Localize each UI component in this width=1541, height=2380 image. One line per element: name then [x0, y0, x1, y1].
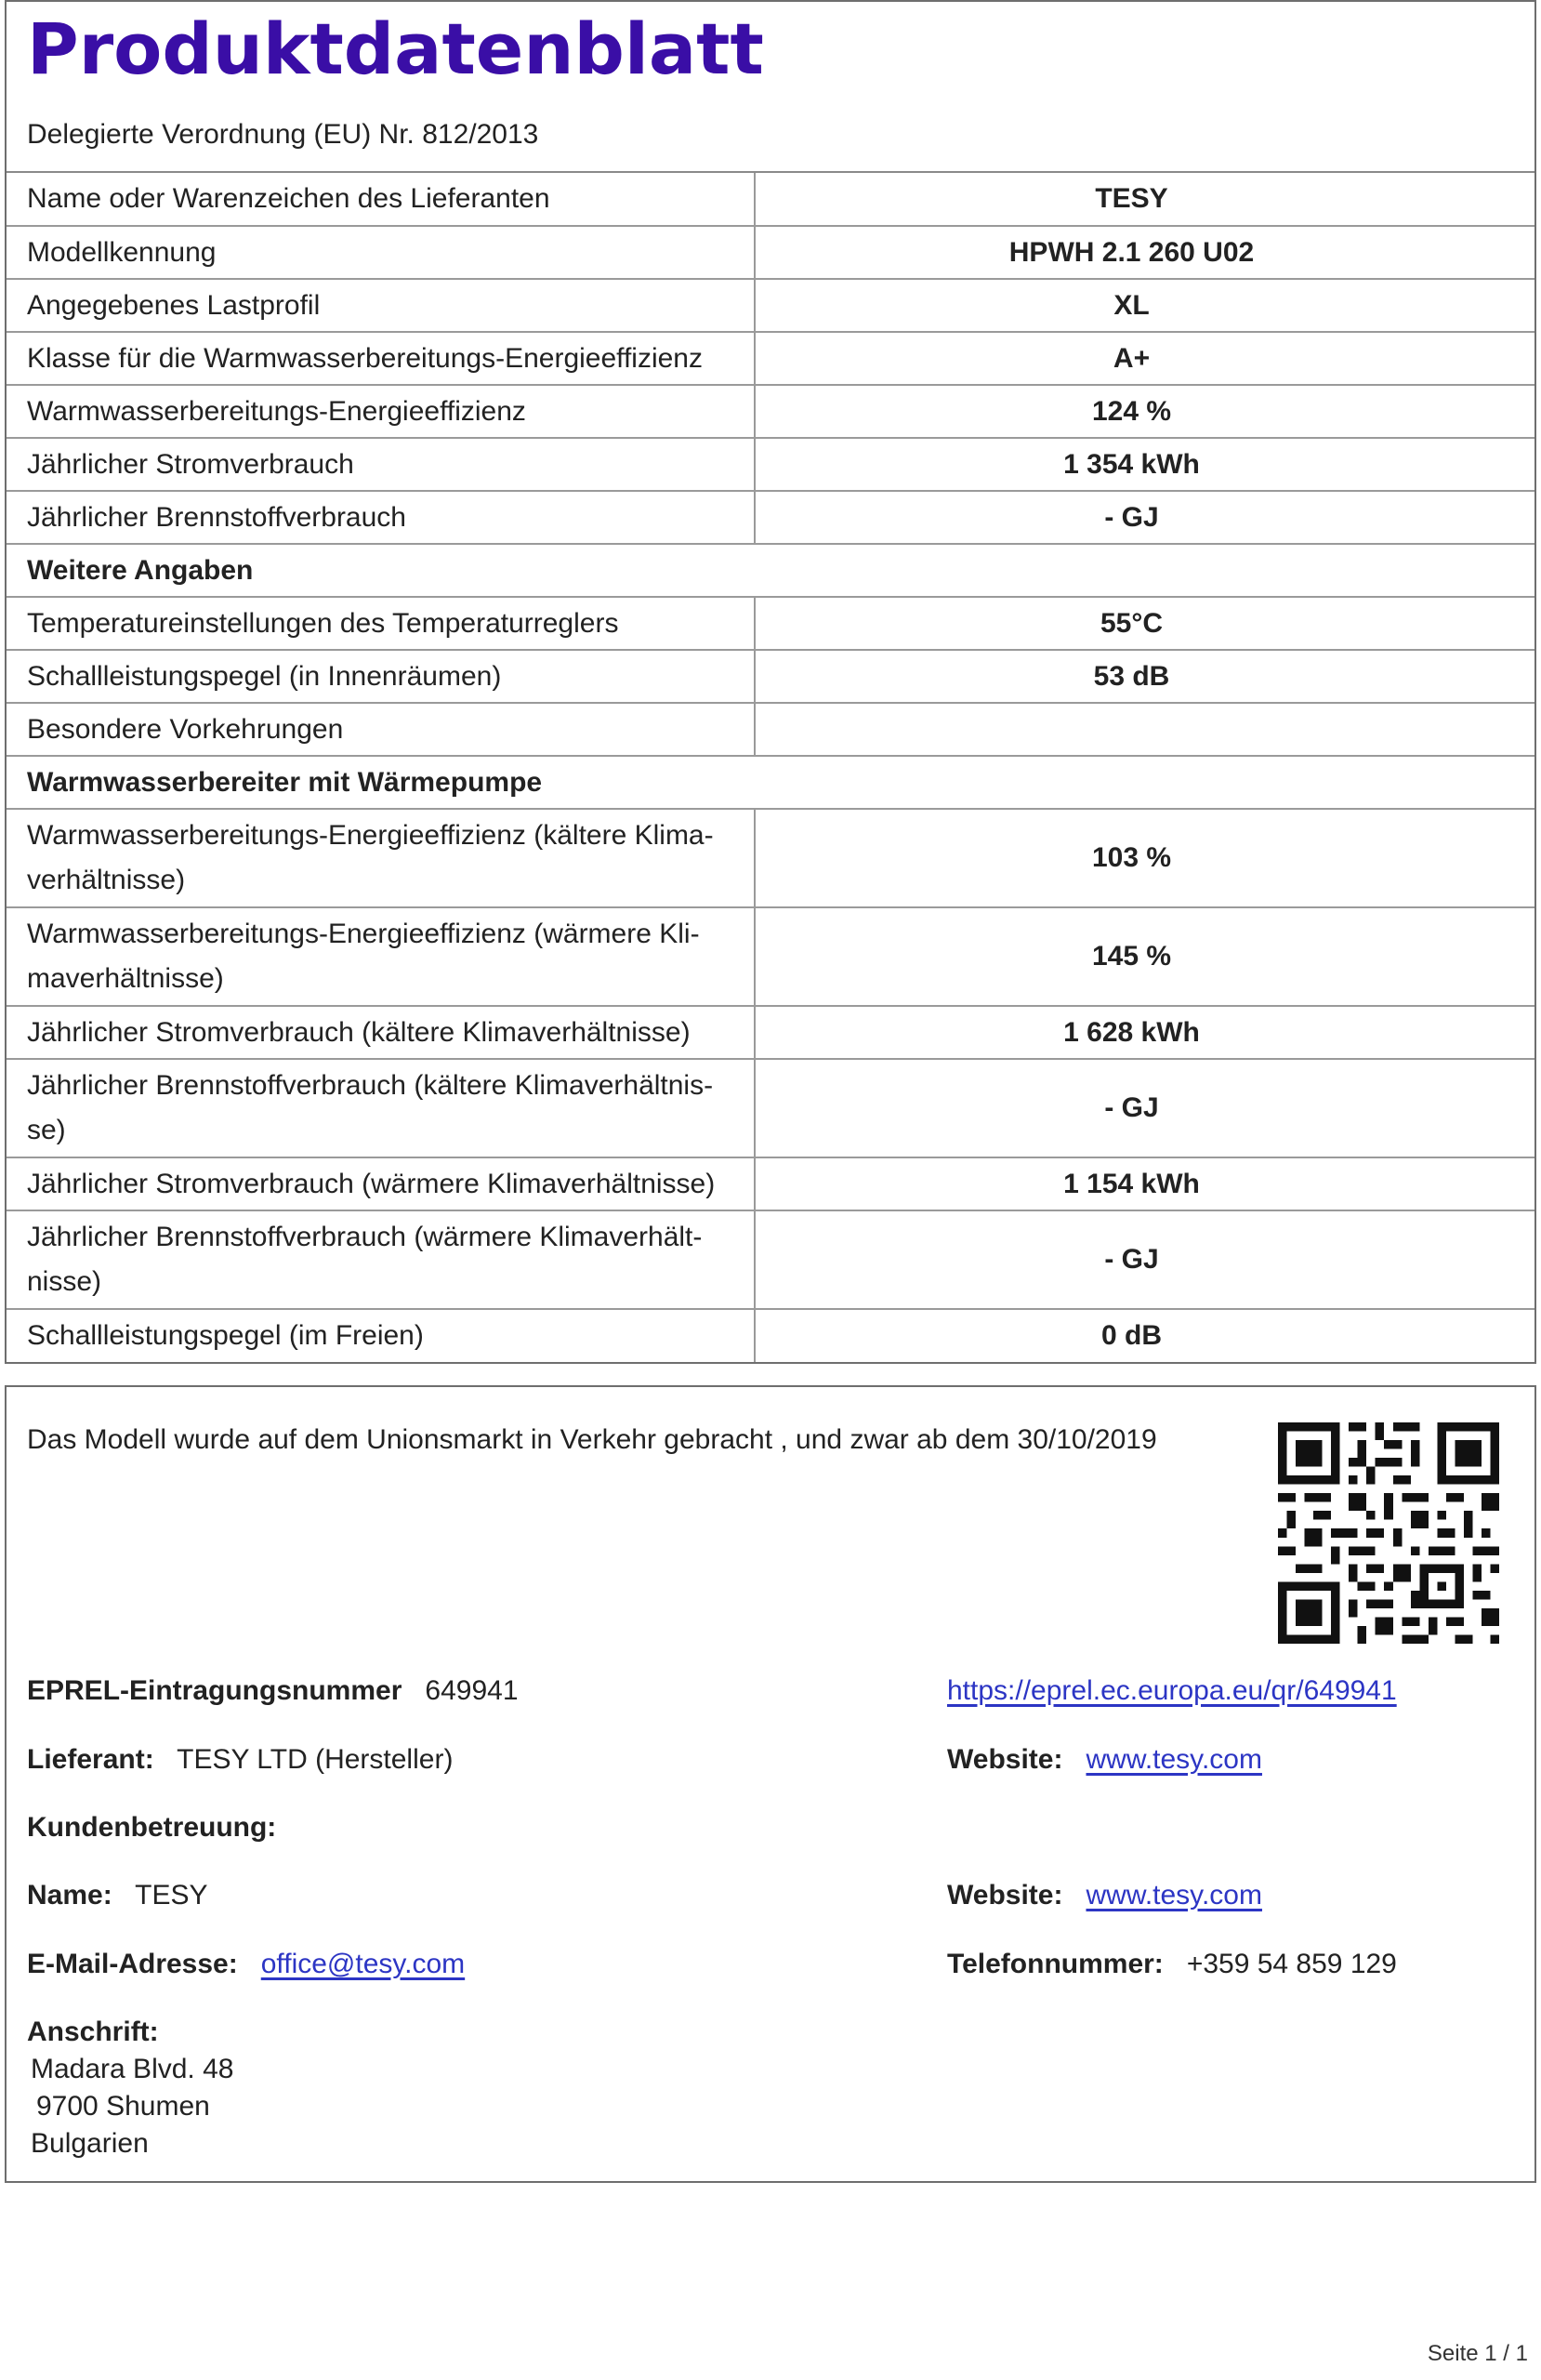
qr-code-icon[interactable]	[1278, 1422, 1499, 1644]
row-value: 1 354 kWh	[755, 438, 1534, 491]
row-value: 1 628 kWh	[755, 1006, 1534, 1059]
table-row	[7, 438, 1534, 491]
row-value: 124 %	[755, 385, 1534, 438]
row-value: 53 dB	[755, 650, 1534, 703]
row-value: XL	[755, 279, 1534, 332]
support-website-label: Website:	[947, 1880, 1063, 1911]
table-row	[7, 385, 1534, 438]
email-link[interactable]: office@tesy.com	[260, 1949, 466, 1979]
row-value: 145 %	[755, 907, 1534, 1006]
phone-label: Telefonnummer:	[947, 1949, 1164, 1979]
row-label: Jährlicher Brennstoffverbrauch	[7, 491, 755, 544]
row-label: Klasse für die Warmwasserbereitungs-Energieeffizienz	[7, 332, 755, 385]
row-label: Temperatureinstellungen des Temperaturreglers	[7, 597, 755, 650]
row-label: Angegebenes Lastprofil	[7, 279, 755, 332]
address-line-city: 9700 Shumen	[36, 2091, 210, 2122]
supplier-website	[947, 1744, 1262, 1776]
supplier-info-panel	[5, 1385, 1536, 2183]
website-link[interactable]: www.tesy.com	[1086, 1744, 1262, 1775]
row-label: Warmwasserbereitungs-Energieeffizienz (kältere Klima-verhältnisse)	[7, 809, 755, 907]
row-value: - GJ	[755, 491, 1534, 544]
email-label: E-Mail-Adresse:	[27, 1949, 238, 1979]
section-header-row	[7, 544, 1534, 597]
eprel-link[interactable]: https://eprel.ec.europa.eu/qr/649941	[947, 1675, 1397, 1706]
table-row	[7, 703, 1534, 756]
customer-support-heading	[27, 1812, 276, 1844]
row-label: Jährlicher Stromverbrauch (kältere Klimaverhältnisse)	[7, 1006, 755, 1059]
supplier-label: Lieferant:	[27, 1744, 154, 1775]
section-heading: Weitere Angaben	[7, 544, 755, 597]
name-value: TESY	[135, 1880, 208, 1911]
page-number: Seite 1 / 1	[1427, 2341, 1528, 2366]
row-label: Jährlicher Stromverbrauch (wärmere Klimaverhältnisse)	[7, 1157, 755, 1210]
section-heading: Warmwasserbereiter mit Wärmepumpe	[7, 756, 755, 809]
name-label: Name:	[27, 1880, 112, 1911]
row-value: 55°C	[755, 597, 1534, 650]
website-label: Website:	[947, 1744, 1063, 1775]
product-data-sheet	[5, 0, 1536, 1364]
address-label-text: Anschrift:	[27, 2016, 159, 2047]
eprel-number: 649941	[425, 1675, 519, 1706]
market-placement-note: Das Modell wurde auf dem Unionsmarkt in Verkehr gebracht , und zwar ab dem 30/10/2019	[27, 1424, 1157, 1455]
row-label: Jährlicher Stromverbrauch	[7, 438, 755, 491]
row-label: Modellkennung	[7, 226, 755, 279]
table-row	[7, 1210, 1534, 1309]
row-label: Jährlicher Brennstoffverbrauch (kältere Klimaverhältnis-se)	[7, 1059, 755, 1157]
table-row	[7, 1059, 1534, 1157]
row-label: Warmwasserbereitungs-Energieeffizienz	[7, 385, 755, 438]
eprel-registration	[27, 1675, 519, 1707]
support-heading-text: Kundenbetreuung:	[27, 1812, 277, 1843]
row-value: HPWH 2.1 260 U02	[755, 226, 1534, 279]
row-value	[755, 703, 1534, 756]
row-value	[755, 544, 1534, 597]
table-row	[7, 809, 1534, 907]
row-value: 103 %	[755, 809, 1534, 907]
table-row	[7, 173, 1534, 226]
table-row	[7, 332, 1534, 385]
supplier	[27, 1744, 453, 1776]
row-value: - GJ	[755, 1210, 1534, 1309]
table-row	[7, 226, 1534, 279]
section-header-row	[7, 756, 1534, 809]
address-line-country: Bulgarien	[31, 2128, 149, 2159]
supplier-value: TESY LTD (Hersteller)	[177, 1744, 454, 1775]
row-value: 0 dB	[755, 1309, 1534, 1362]
support-email	[27, 1949, 465, 1980]
page-title: Produktdatenblatt	[27, 7, 764, 90]
phone-value: +359 54 859 129	[1186, 1949, 1397, 1979]
table-row	[7, 1157, 1534, 1210]
row-label: Schallleistungspegel (in Innenräumen)	[7, 650, 755, 703]
row-label: Name oder Warenzeichen des Lieferanten	[27, 183, 550, 214]
row-value: A+	[755, 332, 1534, 385]
row-label: Schallleistungspegel (im Freien)	[7, 1309, 755, 1362]
row-value: TESY	[755, 173, 1534, 226]
address-line-street: Madara Blvd. 48	[31, 2054, 234, 2084]
support-phone	[947, 1949, 1397, 1980]
row-value: 1 154 kWh	[755, 1157, 1534, 1210]
support-website	[947, 1880, 1262, 1911]
row-label: Jährlicher Brennstoffverbrauch (wärmere Klimaverhält-nisse)	[7, 1210, 755, 1309]
row-label: Besondere Vorkehrungen	[7, 703, 755, 756]
table-row	[7, 491, 1534, 544]
table-row	[7, 597, 1534, 650]
table-row	[7, 1006, 1534, 1059]
table-row	[7, 1309, 1534, 1362]
eprel-link-container	[947, 1675, 1397, 1707]
support-name	[27, 1880, 208, 1911]
row-value	[755, 756, 1534, 809]
regulation-reference: Delegierte Verordnung (EU) Nr. 812/2013	[7, 106, 1534, 173]
table-row	[7, 650, 1534, 703]
specification-table	[7, 173, 1534, 1362]
table-row	[7, 907, 1534, 1006]
eprel-label: EPREL-Eintragungsnummer	[27, 1675, 402, 1706]
address-label	[27, 2016, 159, 2048]
table-row	[7, 279, 1534, 332]
row-value: - GJ	[755, 1059, 1534, 1157]
support-website-link[interactable]: www.tesy.com	[1086, 1880, 1262, 1911]
row-label: Warmwasserbereitungs-Energieeffizienz (wärmere Kli-maverhältnisse)	[7, 907, 755, 1006]
